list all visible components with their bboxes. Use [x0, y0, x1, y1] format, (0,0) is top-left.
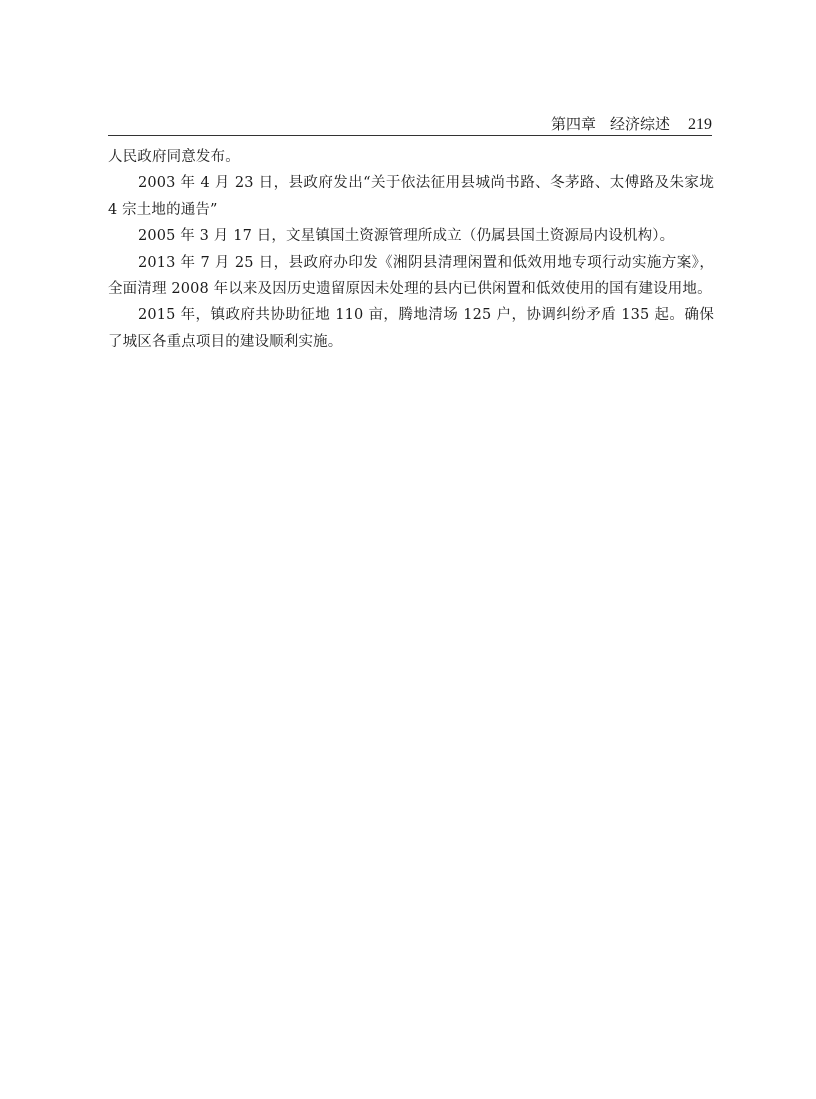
- paragraph-2005-office: 2005 年 3 月 17 日，文星镇国土资源管理所成立（仍属县国土资源局内设机构）。: [138, 228, 675, 245]
- paragraph-2013-plan: 2013 年 7 月 25 日，县政府办印发《湘阴县清理闲置和低效用地专项行动实施方案》，全面清理 2008 年以来及因历史遗留原因未处理的县内已供闲置和低效使用的国有建设用地。: [108, 254, 714, 298]
- paragraph-continuation: 人民政府同意发布。: [108, 149, 240, 165]
- paragraph-2003-notice: 2003 年 4 月 23 日，县政府发出“关于依法征用县城尚书路、冬茅路、太傅路及朱家垅 4 宗土地的通告”: [108, 175, 714, 218]
- chapter-title: 第四章: [550, 115, 596, 133]
- paragraph-2015-summary: 2015 年，镇政府共协助征地 110 亩，腾地清场 125 户，协调纠纷矛盾 135 起。确保了城区各重点项目的建设顺利实施。: [108, 307, 714, 350]
- page-number: 219: [688, 116, 712, 133]
- body-text: [108, 144, 714, 355]
- section-title: 经济综述: [609, 115, 670, 133]
- running-header: [108, 113, 712, 135]
- header-rule: [108, 135, 712, 136]
